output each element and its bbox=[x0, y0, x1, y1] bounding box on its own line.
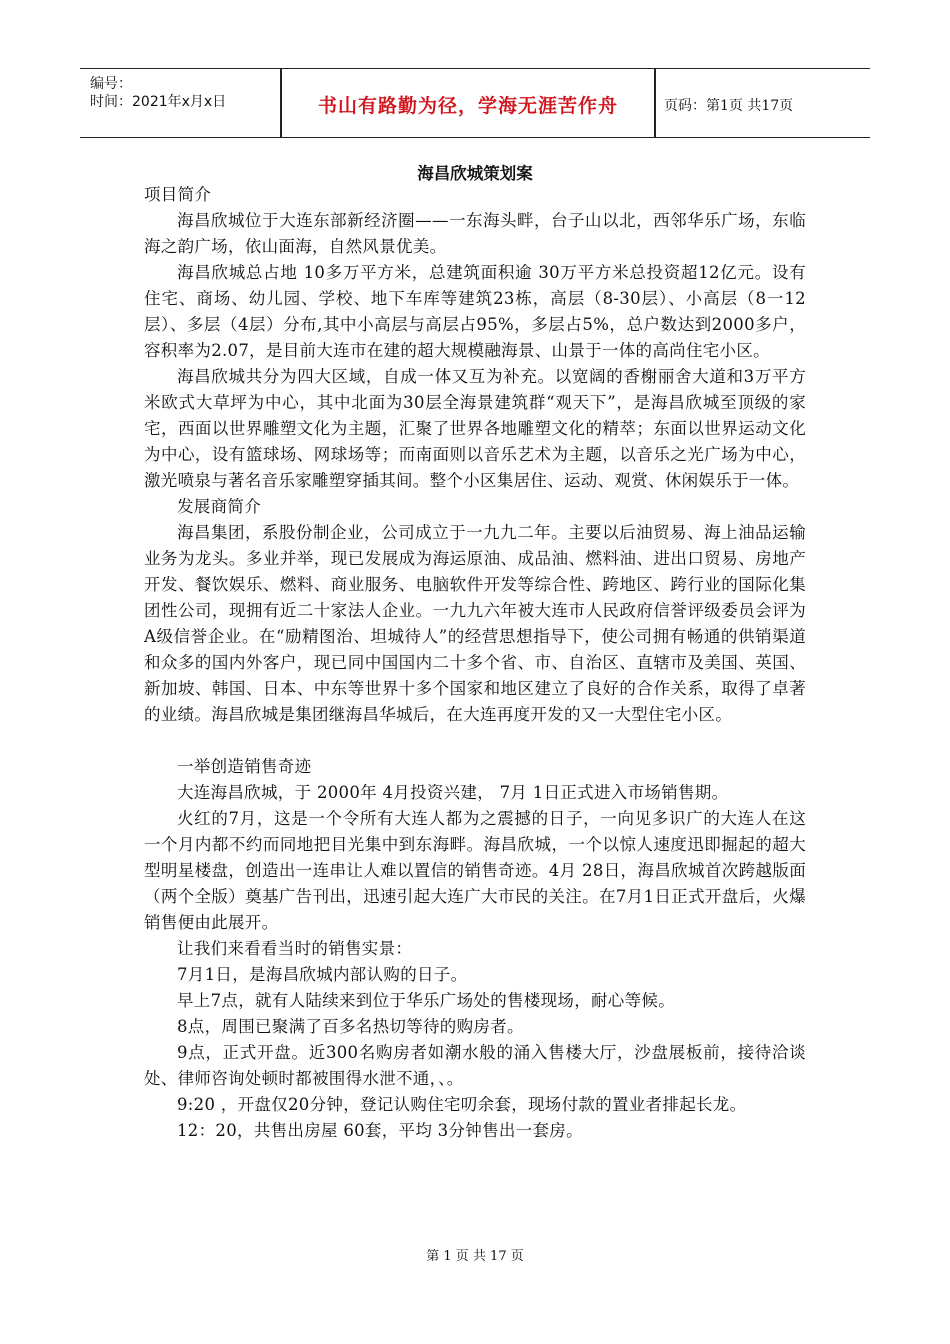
paragraph: 海昌欣城总占地 10多万平方米，总建筑面积逾 30万平方米总投资超12亿元。设有住宅、商场、幼儿园、学校、地下车库等建筑23栋，高层（8-30层）、小高层（8一12层）、多层（4层）分布,其中小高层与高层占95%，多层占5%，总户数达到2000多户，容积率为2.07，是目前大连市在建的超大规模融海景、山景于一体的高尚住宅小区。 bbox=[144, 263, 806, 360]
paragraph: 海昌欣城共分为四大区域，自成一体又互为补充。以宽阔的香榭丽舍大道和3万平方米欧式大草坪为中心，其中北面为30层全海景建筑群“观天下”，是海昌欣城至顶级的家宅，西面以世界雕塑文化为主题，汇聚了世界各地雕塑文化的精萃；东面以世界运动文化为中心，设有篮球场、网球场等；而南面则以音乐艺术为主题，以音乐之光广场为中心，激光喷泉与著名音乐家雕塑穿插其间。整个小区集居住、运动、观赏、休闲娱乐于一体。 bbox=[144, 367, 806, 490]
paragraph: 发展商简介 bbox=[177, 497, 261, 516]
header-divider bbox=[654, 69, 656, 137]
paragraph: 让我们来看看当时的销售实景： bbox=[177, 939, 413, 958]
page-header bbox=[80, 68, 870, 138]
paragraph: 8点，周围已聚满了百多名热切等待的购房者。 bbox=[177, 1017, 524, 1036]
paragraph: 海昌集团，系股份制企业，公司成立于一九九二年。主要以后油贸易、海上油品运输业务为龙头。多业并举，现已发展成为海运原油、成品油、燃料油、进出口贸易、房地产开发、餐饮娱乐、燃料、商业服务、电脑软件开发等综合性、跨地区、跨行业的国际化集团性公司，现拥有近二十家法人企业。一九九六年被大连市人民政府信誉评级委员会评为A级信誉企业。在“励精图治、坦城待人”的经营思想指导下，使公司拥有畅通的供销渠道和众多的国内外客户，现已同中国国内二十多个省、市、自治区、直辖市及美国、英国、新加坡、韩国、日本、中东等世界十多个国家和地区建立了良好的合作关系，取得了卓著的业绩。海昌欣城是集团继海昌华城后，在大连再度开发的又一大型住宅小区。 bbox=[144, 523, 806, 724]
paragraph: 9点，正式开盘。近300名购房者如潮水般的涌入售楼大厅，沙盘展板前，接待洽谈处、律师咨询处顿时都被围得水泄不通，、。 bbox=[144, 1043, 806, 1088]
document-code-label: 编号： bbox=[90, 76, 132, 92]
paragraph: 7月1日，是海昌欣城内部认购的日子。 bbox=[177, 965, 468, 984]
header-meta bbox=[80, 69, 280, 137]
header-motto: 书山有路勤为径，学海无涯苦作舟 bbox=[317, 95, 618, 117]
document-title: 海昌欣城策划案 bbox=[417, 164, 533, 183]
document-date-label: 时间：2021年x月x日 bbox=[90, 94, 227, 110]
blank-line bbox=[144, 728, 806, 754]
page-footer: 第 1 页 共 17 页 bbox=[426, 1249, 524, 1264]
paragraph: 大连海昌欣城，于 2000年 4月投资兴建， 7月 1日正式进入市场销售期。 bbox=[177, 783, 729, 802]
paragraph: 12：20，共售出房屋 60套，平均 3分钟售出一套房。 bbox=[177, 1121, 583, 1140]
paragraph: 项目简介 bbox=[144, 185, 212, 204]
paragraph: 9:20 ，开盘仅20分钟，登记认购住宅叨余套，现场付款的置业者排起长龙。 bbox=[177, 1095, 747, 1114]
paragraph: 早上7点，就有人陆续来到位于华乐广场处的售楼现场，耐心等候。 bbox=[177, 991, 675, 1010]
document-body bbox=[144, 182, 806, 1144]
paragraph: 海昌欣城位于大连东部新经济圈——一东海头畔，台子山以北，西邻华乐广场，东临海之韵广场，依山面海，自然风景优美。 bbox=[144, 211, 806, 256]
paragraph: 一举创造销售奇迹 bbox=[177, 757, 312, 776]
paragraph: 火红的7月，这是一个令所有大连人都为之震撼的日子，一向见多识广的大连人在这一个月内都不约而同地把目光集中到东海畔。海昌欣城，一个以惊人速度迅即掘起的超大型明星楼盘，创造出一连串让人难以置信的销售奇迹。4月 28日，海昌欣城首次跨越版面（两个全版）奠基广告刊出，迅速引起大连广大市民的关注。在7月1日正式开盘后，火爆销售便由此展开。 bbox=[144, 809, 806, 932]
header-page-number: 页码：第1页 共17页 bbox=[664, 98, 794, 114]
